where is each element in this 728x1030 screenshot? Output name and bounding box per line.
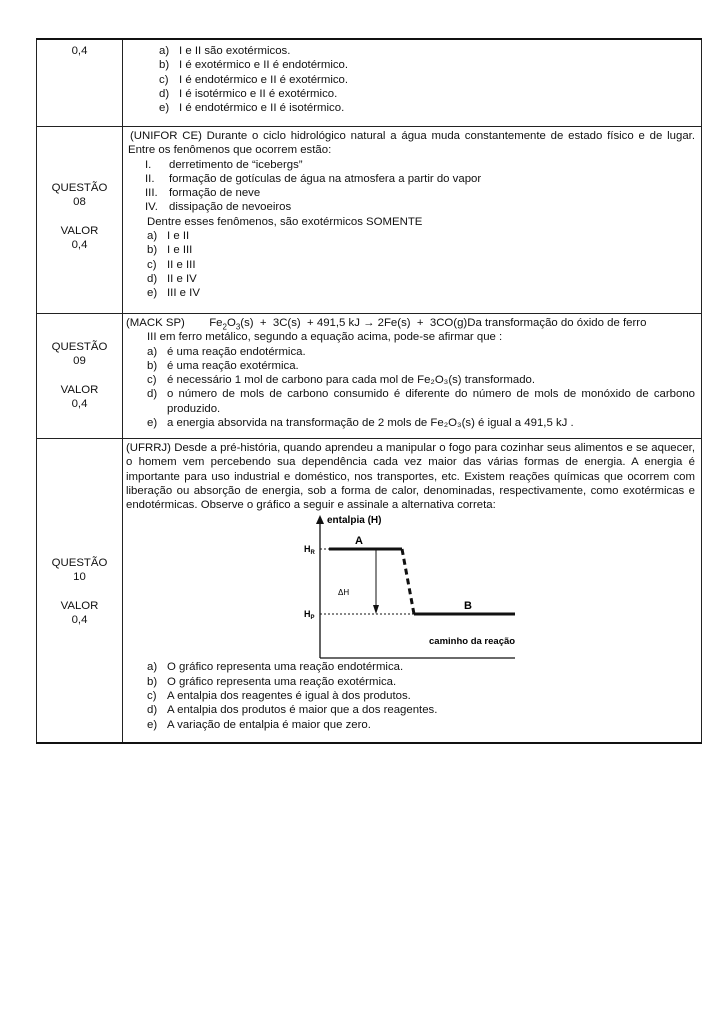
question-row-09 — [37, 314, 702, 439]
option-b — [123, 243, 701, 257]
option-list — [123, 345, 701, 435]
valor-label: VALOR — [60, 383, 99, 396]
intro-line-2: III em ferro metálico, segundo a equação acima, pode-se afirmar que : — [147, 331, 503, 344]
valor-value: 0,4 — [71, 45, 88, 57]
hp-label: $H_P$ — [304, 609, 315, 622]
option-text: III e IV — [167, 287, 200, 300]
question-number: 09 — [73, 355, 86, 368]
option-b — [123, 675, 701, 689]
equation-part: (s) + 3C(s) + 491,5 kJ → 2Fe(s) + 3CO(g) — [240, 317, 468, 329]
statement-item — [123, 200, 701, 214]
question-intro: (UFRRJ) Desde a pré-história, quando aprendeu a manipular o fogo para cozinhar seus alimentos e se aquecer, o homem vem percebendo sua dependência cada vez maior das várias formas de energia. A energia é importante para uso industrial e doméstico, nos transportes, etc. Existem reações químicas que ocorrem com liberação ou absorção de energia, sob a forma de calor, denominadas, respectivamente, como exotérmicas e endotérmicas. Observe o gráfico a seguir e assinale a alternativa correta: — [126, 442, 695, 512]
question-content-cell — [123, 439, 702, 743]
option-text: é uma reação exotérmica. — [167, 359, 299, 372]
option-letter: b) — [159, 59, 170, 72]
statement-item — [123, 172, 701, 186]
valor-label: VALOR — [60, 599, 99, 612]
option-letter: c) — [159, 73, 169, 86]
option-text: A variação de entalpia é maior que zero. — [167, 718, 371, 731]
option-letter: a) — [159, 45, 170, 57]
option-letter: e) — [159, 102, 170, 115]
statement-text: dissipação de nevoeiros — [169, 201, 292, 214]
question-number: 08 — [73, 196, 86, 209]
option-letter: b) — [147, 359, 158, 372]
valor-label: VALOR — [60, 224, 99, 237]
hr-label: $H_R$ — [304, 544, 315, 557]
option-b — [123, 359, 695, 373]
option-e — [123, 718, 701, 732]
option-e — [123, 286, 701, 300]
equation-part: Fe — [209, 317, 223, 329]
delta-h-arrowhead — [373, 605, 379, 614]
option-letter: e) — [147, 417, 158, 430]
option-letter: d) — [147, 388, 158, 401]
option-letter: e) — [147, 718, 158, 731]
question-label: QUESTÃO — [51, 557, 108, 569]
option-a — [123, 660, 701, 674]
option-letter: a) — [147, 345, 158, 358]
statement-number: IV. — [145, 201, 158, 214]
option-text: a energia absorvida na transformação de 2 mols de Fe₂O₃(s) é igual a 491,5 kJ . — [167, 417, 574, 430]
statement-item — [123, 158, 701, 172]
option-letter: c) — [147, 374, 157, 387]
statement-number: III. — [145, 187, 158, 200]
question-intro — [123, 314, 701, 330]
question-row-10 — [37, 439, 702, 743]
option-text: o número de mols de carbono consumido é diferente do número de mols de monóxido de carbono produzido. — [167, 388, 695, 415]
question-label: QUESTÃO — [51, 341, 108, 353]
option-letter: a) — [147, 230, 158, 243]
point-b-label: B — [464, 600, 472, 613]
question-label: QUESTÃO — [51, 182, 108, 194]
question-row-07 — [37, 39, 702, 127]
chemical-equation: $Fe_2O_3(s) + 3C(s) + 491,5$ kJ → 2Fe(s) + 3CO(g) — [209, 317, 468, 332]
option-text: A entalpia dos reagentes é igual à dos produtos. — [167, 690, 411, 703]
statement-text: formação de neve — [169, 187, 261, 200]
option-c — [123, 73, 701, 87]
option-letter: d) — [147, 704, 158, 717]
option-a — [123, 229, 701, 243]
option-a — [123, 44, 701, 58]
option-text: A entalpia dos produtos é maior que a dos reagentes. — [167, 704, 438, 717]
option-text: II e III — [167, 258, 196, 271]
x-axis-label: caminho da reação — [429, 636, 516, 648]
question-label-cell — [37, 439, 123, 743]
option-text: I é exotérmico e II é endotérmico. — [179, 59, 349, 72]
question-label-cell — [37, 314, 123, 439]
option-d — [123, 272, 701, 286]
question-row-08 — [37, 127, 702, 314]
y-axis-label: entalpia (H) — [327, 515, 382, 527]
option-text: I é endotérmico e II é isotérmico. — [179, 102, 345, 115]
question-label-cell — [37, 127, 123, 314]
option-a — [123, 345, 695, 359]
delta-h-label: ΔH — [338, 588, 350, 598]
statement-text: formação de gotículas de água na atmosfera a partir do vapor — [169, 172, 482, 185]
exam-table — [36, 38, 702, 744]
option-list — [123, 40, 701, 115]
question-source: (MACK SP) — [126, 317, 185, 329]
point-a-label: A — [355, 535, 363, 548]
option-d — [123, 387, 695, 416]
option-letter: d) — [159, 87, 170, 100]
option-text: é uma reação endotérmica. — [167, 345, 306, 358]
option-text: O gráfico representa uma reação exotérmica. — [167, 675, 397, 688]
transition-line — [402, 549, 414, 614]
option-text: O gráfico representa uma reação endotérmica. — [167, 661, 404, 674]
question-content-cell — [123, 39, 702, 127]
option-text: I e III — [167, 244, 193, 257]
option-e — [123, 416, 695, 430]
question-intro: (UNIFOR CE) Durante o ciclo hidrológico natural a água muda constantemente de estado físico e de lugar. Entre os fenômenos que ocorrem estão: — [128, 130, 695, 157]
enthalpy-diagram — [123, 512, 701, 660]
question-prompt: Dentre esses fenômenos, são exotérmicos SOMENTE — [147, 215, 423, 228]
question-label-cell — [37, 39, 123, 127]
option-letter: c) — [147, 690, 157, 703]
question-content-cell — [123, 127, 702, 314]
option-list — [123, 660, 701, 741]
option-c — [123, 373, 695, 387]
option-text: I é endotérmico e II é exotérmico. — [179, 73, 349, 86]
option-c — [123, 258, 701, 272]
option-b — [123, 58, 701, 72]
option-c — [123, 689, 701, 703]
question-content-cell — [123, 314, 702, 439]
option-text: II e IV — [167, 272, 197, 285]
question-number: 10 — [73, 571, 86, 584]
option-letter: a) — [147, 661, 158, 674]
option-d — [123, 703, 701, 717]
y-axis-arrow — [316, 515, 324, 524]
option-text: I e II — [167, 230, 190, 243]
option-text: é necessário 1 mol de carbono para cada mol de Fe₂O₃(s) transformado. — [167, 374, 536, 387]
option-letter: e) — [147, 287, 158, 300]
equation-part: O — [226, 317, 236, 329]
intro-text: Da transformação do óxido de ferro — [467, 317, 647, 329]
option-letter: b) — [147, 244, 158, 257]
valor-value: 0,4 — [71, 613, 88, 626]
option-text: I e II são exotérmicos. — [179, 45, 291, 57]
option-e — [123, 101, 701, 115]
statement-text: derretimento de “icebergs” — [169, 158, 303, 171]
option-text: I é isotérmico e II é exotérmico. — [179, 87, 338, 100]
option-d — [123, 87, 701, 101]
option-letter: d) — [147, 272, 158, 285]
valor-value: 0,4 — [71, 397, 88, 410]
option-list — [123, 229, 701, 304]
enthalpy-diagram-svg — [123, 512, 701, 660]
option-letter: c) — [147, 258, 157, 271]
statement-item — [123, 186, 701, 200]
statement-number: I. — [145, 158, 152, 171]
valor-value: 0,4 — [71, 238, 88, 251]
statement-number: II. — [145, 172, 155, 185]
option-letter: b) — [147, 675, 158, 688]
statement-list — [123, 158, 701, 215]
